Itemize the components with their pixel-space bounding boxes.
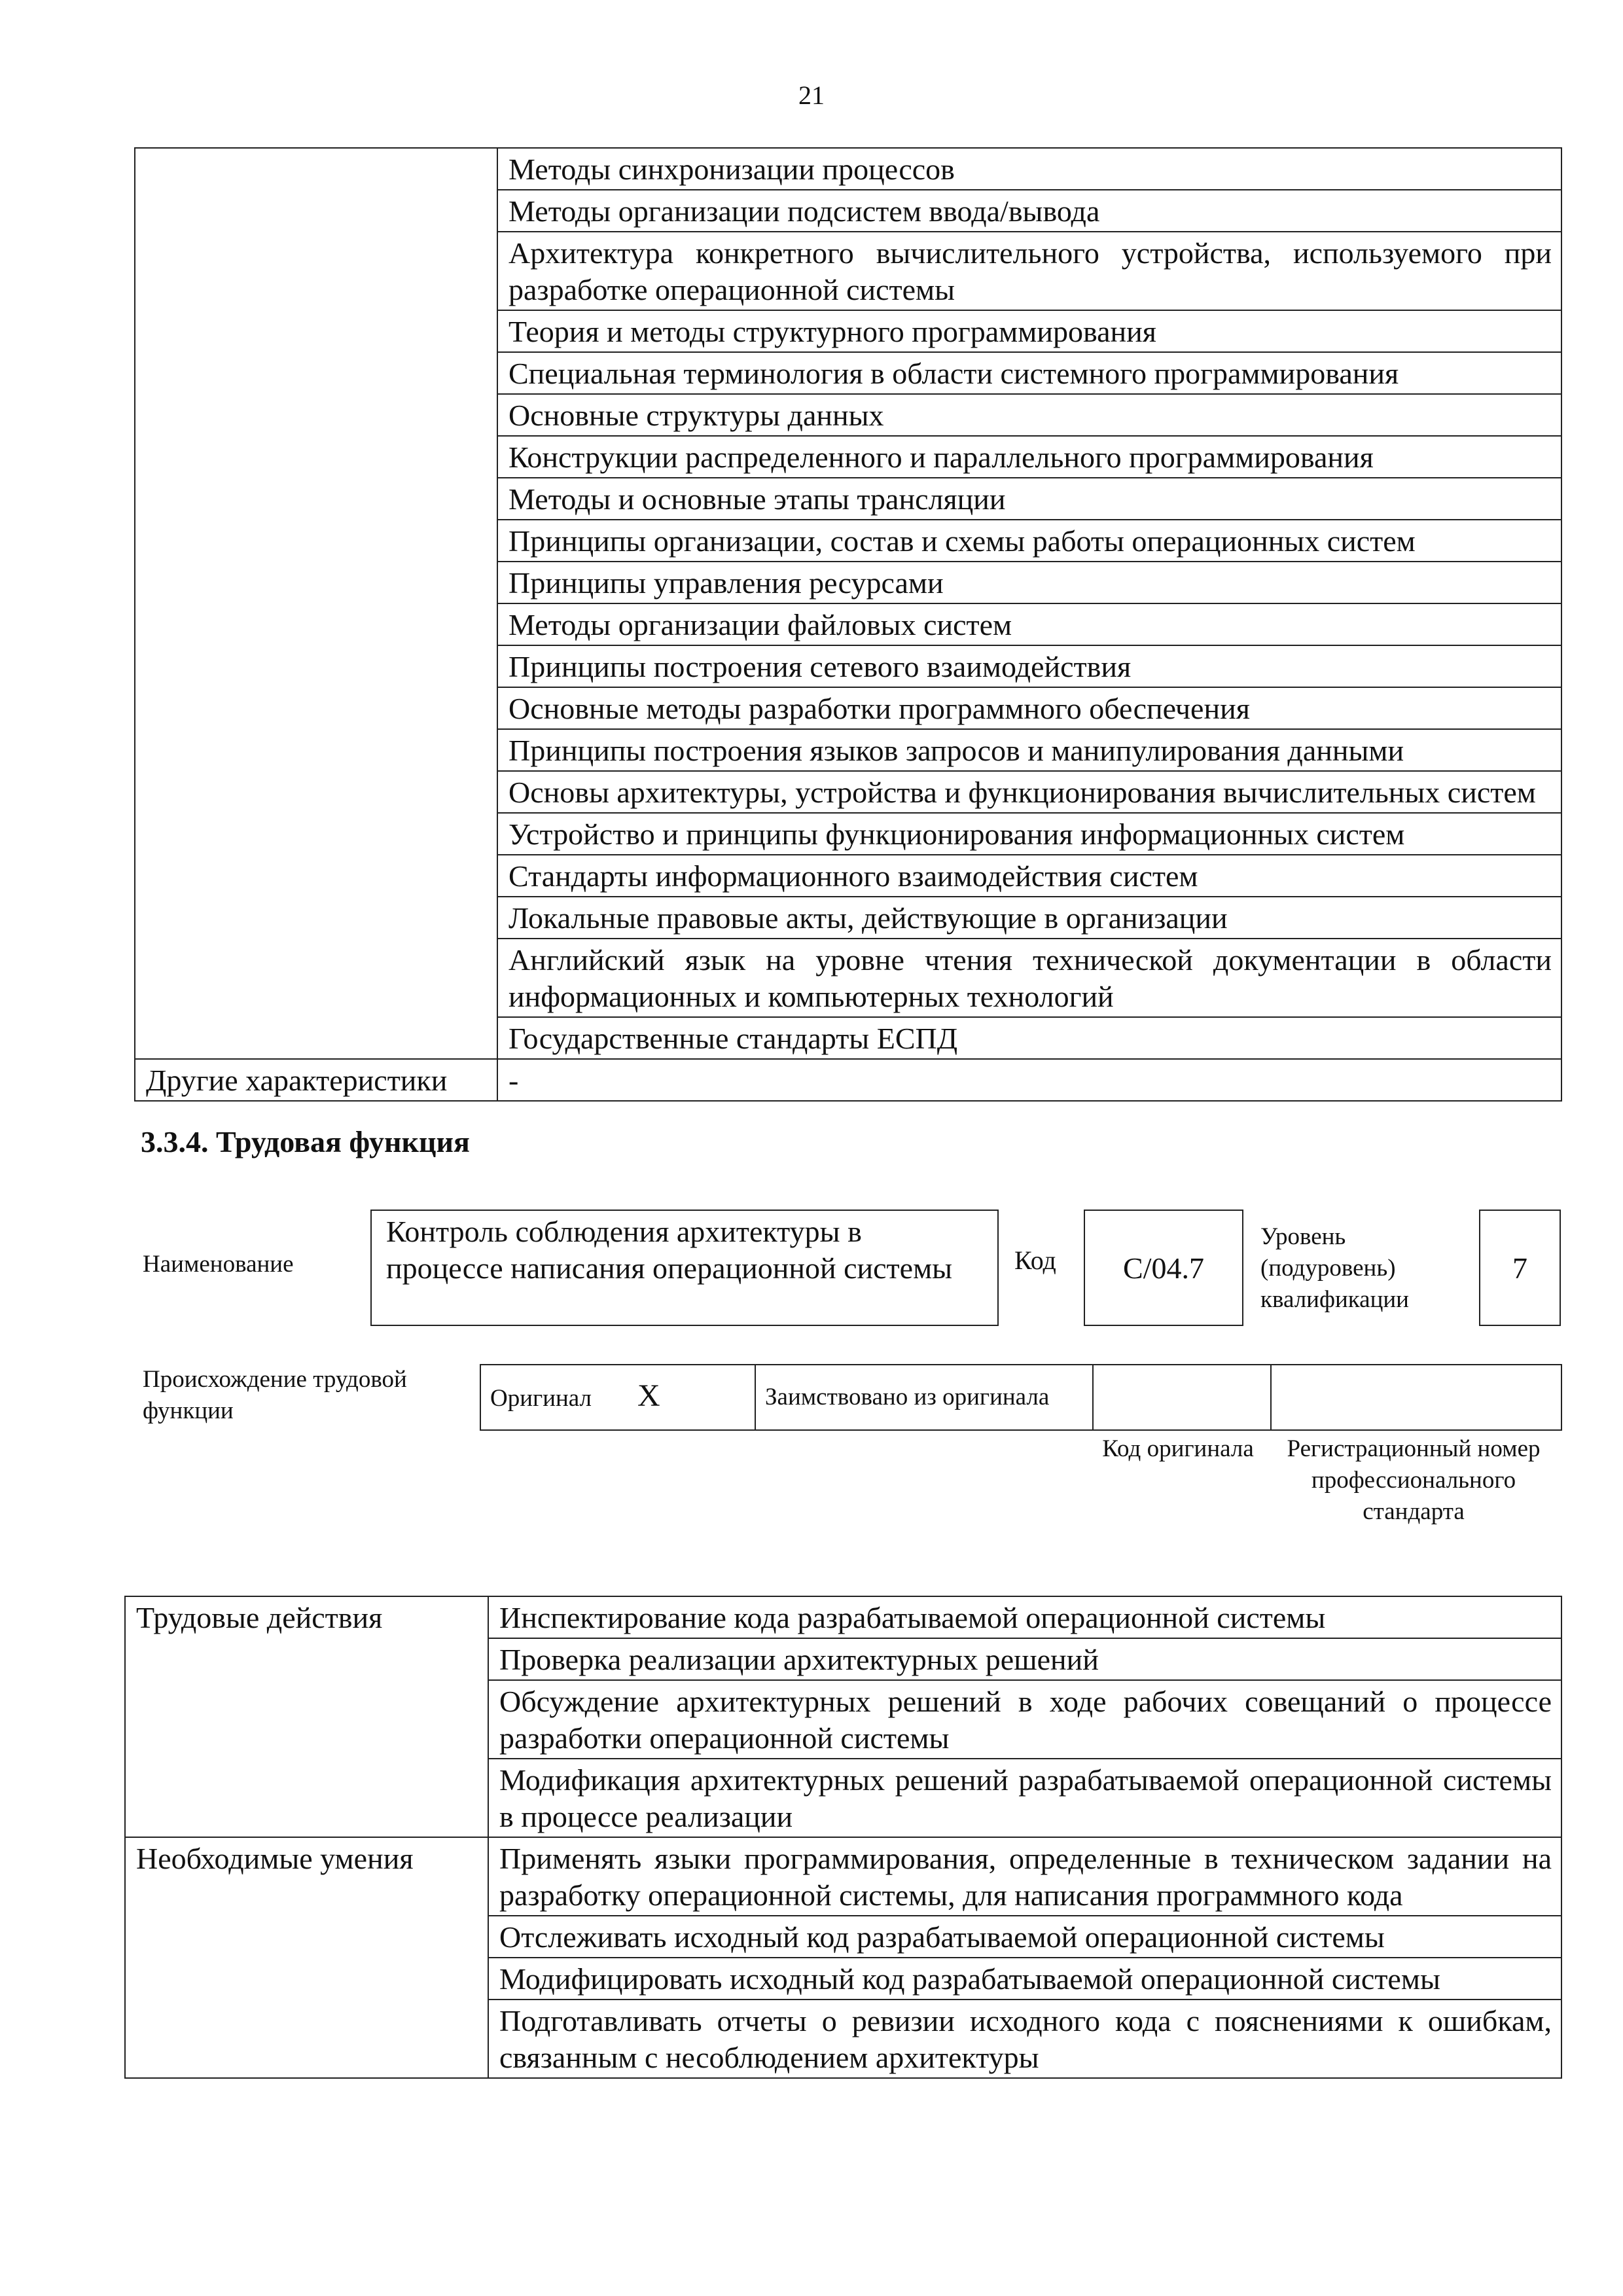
other-characteristics-value: - [497, 1059, 1561, 1101]
original-mark: X [637, 1378, 660, 1413]
section-title: 3.3.4. Трудовая функция [141, 1125, 470, 1158]
skill-item: Применять языки программирования, определенные в техническом задании на разработку операционной системы, для написания программного кода [488, 1837, 1561, 1916]
skill-item: Отслеживать исходный код разрабатываемой операционной системы [488, 1916, 1561, 1958]
level-label: Уровень (подуровень) квалификации [1260, 1223, 1409, 1313]
actions-table [124, 1596, 1562, 2079]
action-item: Проверка реализации архитектурных решений [488, 1638, 1561, 1680]
knowledge-item: Конструкции распределенного и параллельного программирования [497, 436, 1561, 478]
knowledge-item: Основы архитектуры, устройства и функционирования вычислительных систем [497, 771, 1561, 813]
origin-table [480, 1364, 1562, 1431]
knowledge-item: Локальные правовые акты, действующие в организации [497, 897, 1561, 939]
knowledge-item: Принципы построения языков запросов и манипулирования данными [497, 729, 1561, 771]
action-item: Модификация архитектурных решений разрабатываемой операционной системы в процессе реализации [488, 1759, 1561, 1837]
knowledge-item: Теория и методы структурного программирования [497, 310, 1561, 352]
original-code-cell [1093, 1365, 1271, 1430]
code-value: C/04.7 [1123, 1251, 1204, 1285]
name-label: Наименование [143, 1251, 294, 1278]
knowledge-item: Принципы управления ресурсами [497, 562, 1561, 603]
knowledge-item: Методы организации подсистем ввода/вывода [497, 190, 1561, 232]
level-box [1479, 1210, 1561, 1326]
action-item: Обсуждение архитектурных решений в ходе рабочих совещаний о процессе разработки операционной системы [488, 1680, 1561, 1759]
skills-label: Необходимые умения [125, 1837, 488, 2078]
knowledge-item: Архитектура конкретного вычислительного устройства, используемого при разработке операционной системы [497, 232, 1561, 310]
original-cell [480, 1365, 755, 1430]
knowledge-item: Специальная терминология в области системного программирования [497, 352, 1561, 394]
table-row [125, 1596, 1561, 1638]
knowledge-item: Методы синхронизации процессов [497, 148, 1561, 190]
knowledge-item: Стандарты информационного взаимодействия систем [497, 855, 1561, 897]
table-row [135, 148, 1561, 190]
skill-item: Подготавливать отчеты о ревизии исходного кода с пояснениями к ошибкам, связанным с несоблюдением архитектуры [488, 2000, 1561, 2078]
page-number: 21 [798, 81, 825, 110]
knowledge-item: Основные структуры данных [497, 394, 1561, 436]
skill-item: Модифицировать исходный код разрабатываемой операционной системы [488, 1958, 1561, 2000]
code-box [1084, 1210, 1243, 1326]
table-row [125, 1837, 1561, 1916]
knowledge-table [134, 147, 1562, 1102]
knowledge-item: Английский язык на уровне чтения технической документации в области информационных и компьютерных технологий [497, 939, 1561, 1017]
knowledge-item: Принципы построения сетевого взаимодействия [497, 645, 1561, 687]
level-value: 7 [1512, 1251, 1527, 1285]
borrowed-label: Заимствовано из оригинала [755, 1365, 1093, 1430]
other-characteristics-label: Другие характеристики [135, 1059, 497, 1101]
reg-caption: Регистрационный номер профессионального стандарта [1287, 1435, 1541, 1525]
knowledge-item: Методы и основные этапы трансляции [497, 478, 1561, 520]
code-caption: Код оригинала [1102, 1435, 1254, 1462]
knowledge-label-cell [135, 148, 497, 1059]
code-label: Код [1014, 1246, 1056, 1275]
origin-label: Происхождение трудовой функции [143, 1366, 407, 1424]
table-row [480, 1365, 1561, 1430]
knowledge-item: Устройство и принципы функционирования информационных систем [497, 813, 1561, 855]
reg-number-cell [1271, 1365, 1561, 1430]
knowledge-item: Основные методы разработки программного обеспечения [497, 687, 1561, 729]
knowledge-item: Методы организации файловых систем [497, 603, 1561, 645]
knowledge-item: Принципы организации, состав и схемы работы операционных систем [497, 520, 1561, 562]
action-item: Инспектирование кода разрабатываемой операционной системы [488, 1596, 1561, 1638]
actions-label: Трудовые действия [125, 1596, 488, 1837]
name-box: Контроль соблюдения архитектуры в процессе написания операционной системы [370, 1210, 999, 1326]
knowledge-item: Государственные стандарты ЕСПД [497, 1017, 1561, 1059]
original-label: Оригинал [490, 1385, 592, 1412]
table-row [135, 1059, 1561, 1101]
